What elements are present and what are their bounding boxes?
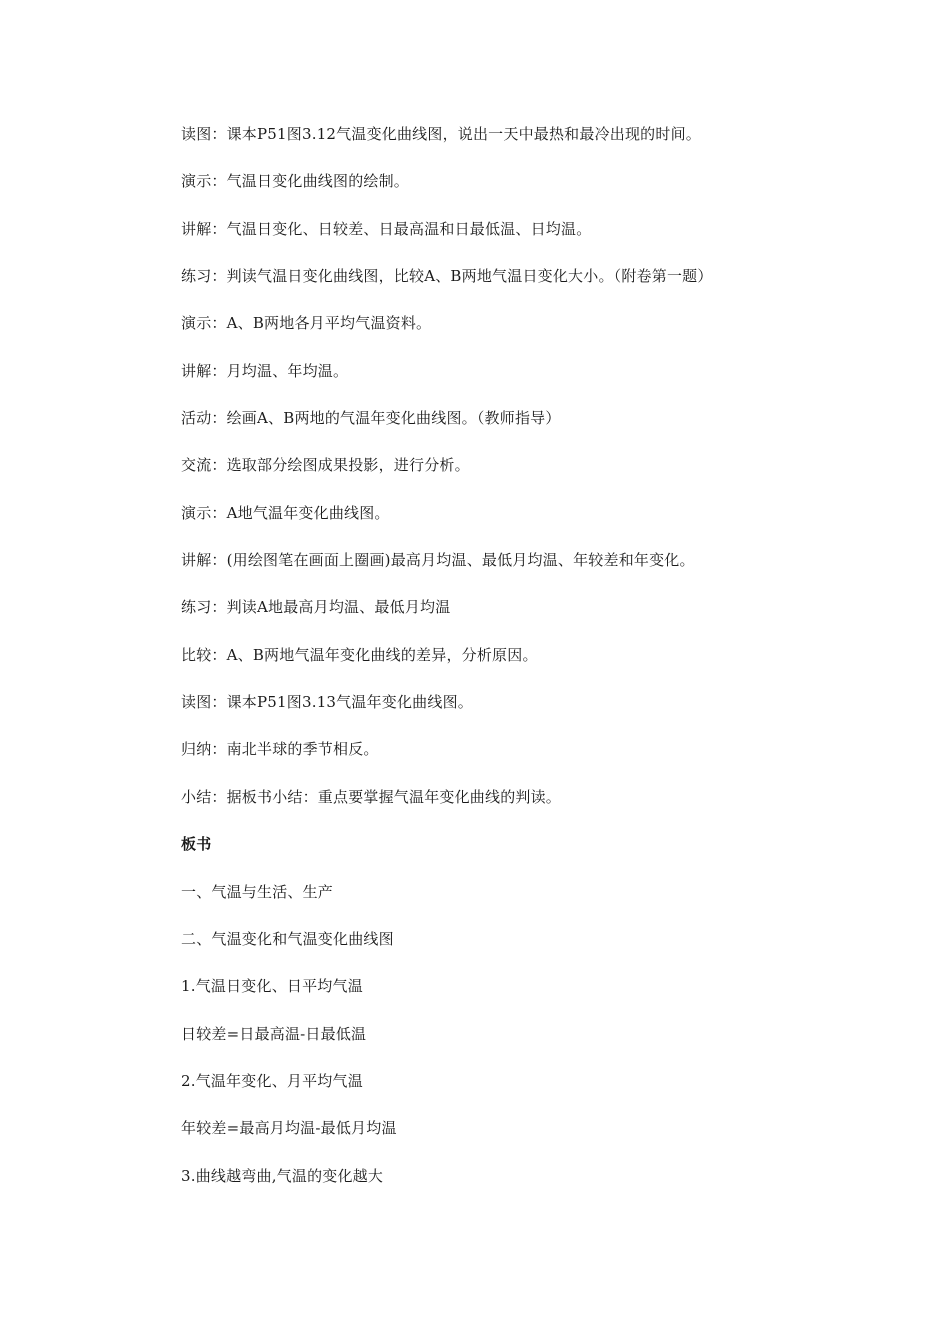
text-line-read-figure-3-12: 读图：课本P51图3.12气温变化曲线图，说出一天中最热和最冷出现的时间。	[181, 125, 701, 143]
text-line-read-figure-3-13: 读图：课本P51图3.13气温年变化曲线图。	[181, 693, 473, 712]
text-line-conclusion: 小结：据板书小结：重点要掌握气温年变化曲线的判读。	[181, 787, 562, 806]
text-line-demo-daily-curve: 演示：气温日变化曲线图的绘制。	[181, 172, 410, 191]
board-subitem-1: 1.气温日变化、日平均气温	[181, 977, 363, 996]
section-heading-board: 板书	[181, 835, 212, 854]
text-line-demo-annual-curve: 演示：A地气温年变化曲线图。	[181, 503, 390, 522]
board-formula-daily-range: 日较差=日最高温-日最低温	[181, 1024, 367, 1043]
board-subitem-3: 3.曲线越弯曲,气温的变化越大	[181, 1166, 384, 1185]
document-body	[181, 124, 861, 1213]
text-line-exercise-monthly: 练习：判读A地最高月均温、最低月均温	[181, 598, 451, 617]
text-line-summary-seasons: 归纳：南北半球的季节相反。	[181, 740, 379, 759]
text-line-explain-daily-change: 讲解：气温日变化、日较差、日最高温和日最低温、日均温。	[181, 219, 592, 238]
text-line-exercise-daily-curve: 练习：判读气温日变化曲线图，比较A、B两地气温日变化大小。（附卷第一题）	[181, 267, 713, 286]
text-line-exchange-results: 交流：选取部分绘图成果投影，进行分析。	[181, 456, 470, 475]
text-line-compare-curves: 比较：A、B两地气温年变化曲线的差异，分析原因。	[181, 645, 538, 664]
board-item-2: 二、气温变化和气温变化曲线图	[181, 929, 394, 948]
board-formula-annual-range: 年较差=最高月均温-最低月均温	[181, 1119, 397, 1138]
text-line-explain-annual-range: 讲解：(用绘图笔在画面上圈画)最高月均温、最低月均温、年较差和年变化。	[181, 551, 695, 570]
text-line-demo-monthly-data: 演示：A、B两地各月平均气温资料。	[181, 314, 432, 333]
text-line-activity-draw-curve: 活动：绘画A、B两地的气温年变化曲线图。（教师指导）	[181, 409, 561, 428]
text-line-explain-monthly-mean: 讲解：月均温、年均温。	[181, 361, 349, 380]
board-item-1: 一、气温与生活、生产	[181, 882, 334, 901]
board-subitem-2: 2.气温年变化、月平均气温	[181, 1071, 363, 1090]
